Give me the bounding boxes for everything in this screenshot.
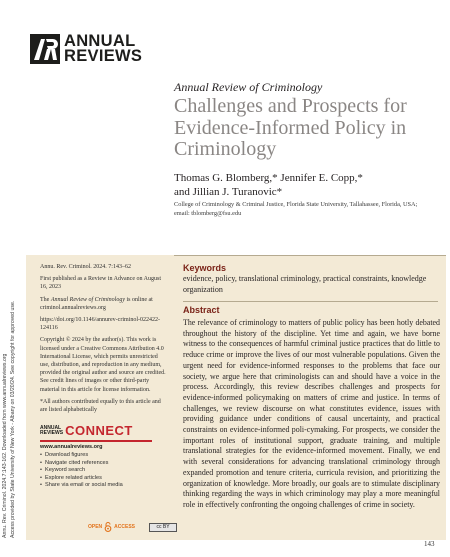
connect-item: • Share via email or social media: [40, 482, 158, 490]
affiliation-line-1: College of Criminology & Criminal Justice, Florida State University, Tallahassee, Florida, USA;: [174, 201, 418, 208]
online-prefix: The: [40, 296, 50, 303]
citation: Annu. Rev. Criminol. 2024. 7:143–62: [40, 264, 131, 270]
download-side-note: [2, 38, 28, 538]
open-lock-icon: [104, 522, 112, 532]
connect-box: [40, 424, 158, 490]
abstract-text: The relevance of criminology to matters of public policy has been hotly debated throughout the history of the discipline. Yet time and again, we have borne witness to the consequences of harmful criminal justice practices that do little to reduce crime or improve the lives of our most vulnerable populations. Given the urgent need for evidence-informed responses to the problems that face our society, we argue here that criminologists can and should have a voice in the process. Accordingly, this review describes challenges and prospects for evidence-informed policymaking on matters of crime and justice. In terms of challenges, we review discourse on what constitutes evidence, issues with providing guidance under conditions of causal uncertainty, and practical constraints on evidence-informed poli-cymaking. For prospects, we consider the important roles of institutional support, graduate training, and multiple translational strategies for the evidence-informed movement. Finally, we end with several considerations for advancing translational criminology through expanded promotion and tenure criteria, curricula revision, and prioritizing the organization of knowledge. More broadly, our goals are to stimulate disciplinary thinking regarding the ways in which criminology may play a more meaningful role in effectively confronting the ongoing challenges of crime in society.: [183, 318, 440, 509]
connect-item: • Download figures: [40, 452, 158, 460]
cc-by-license-icon[interactable]: cc BY: [149, 523, 177, 532]
author-footnote: *All authors contributed equally to this article and are listed alphabetically: [40, 398, 161, 414]
logo-line-2: REVIEWS: [64, 47, 143, 65]
annual-reviews-logo-icon: [30, 34, 60, 64]
connect-brand-line-1: ANNUAL: [40, 424, 62, 431]
keywords-heading: Keywords: [183, 263, 227, 273]
authors-line-1: Thomas G. Blomberg,* Jennifer E. Copp,*: [174, 172, 363, 184]
keywords-text: evidence, policy, translational criminology, practical constraints, knowledge organization: [183, 274, 427, 294]
online-note: [40, 296, 168, 312]
online-suffix[interactable]: is online at criminol.annualreviews.org: [40, 296, 153, 311]
connect-brand-line-2: REVIEWS: [40, 430, 64, 436]
connect-rule: [40, 440, 152, 442]
open-access-left: OPEN: [88, 524, 103, 530]
first-published: First published as a Review in Advance on August 16, 2023: [40, 276, 161, 291]
online-journal: Annual Review of Criminology: [50, 296, 125, 303]
connect-item: • Keyword search: [40, 467, 158, 475]
open-access-right: ACCESS: [114, 524, 136, 530]
band-top-rule: [174, 255, 446, 256]
doi-link[interactable]: https://doi.org/10.1146/annurev-criminol-022422-124116: [40, 317, 160, 332]
authors-line-2: and Jillian J. Turanovic*: [174, 186, 283, 198]
connect-url[interactable]: www.annualreviews.org: [40, 444, 103, 450]
connect-title: CONNECT: [65, 423, 133, 438]
copyright-notice: Copyright © 2024 by the author(s). This work is licensed under a Creative Commons Attribution 4.0 International License, which permits unrestricted use, distribution, and reproduction in any medium, provided the original author and source are credited. See credit lines of images or other third-party material in this article for license information.: [40, 337, 166, 393]
affiliation: [174, 200, 436, 218]
author-list: [174, 171, 436, 199]
connect-item: • Navigate cited references: [40, 460, 158, 468]
journal-name: Annual Review of Criminology: [174, 80, 323, 94]
side-note-line-2: Access provided by State University of New York - Albany on 03/20/24. See copyright for approved use.: [9, 300, 16, 538]
affiliation-email[interactable]: email: tblomberg@fsu.edu: [174, 210, 242, 217]
annual-reviews-logo: [30, 34, 142, 64]
keywords-rule: [183, 301, 438, 302]
connect-features: [40, 452, 158, 490]
logo-line-1: ANNUAL: [64, 32, 136, 50]
side-note-line-1: Annu. Rev. Criminol. 2024.7:143-162. Downloaded from www.annualreviews.org: [2, 353, 8, 538]
abstract-heading: Abstract: [183, 305, 220, 315]
article-metadata: [40, 263, 168, 418]
connect-brand: [40, 426, 63, 437]
connect-item: • Explore related articles: [40, 475, 158, 483]
article-title: Challenges and Prospects for Evidence-Informed Policy in Criminology: [174, 95, 407, 160]
open-access-badge: [88, 522, 135, 532]
page-number: 143: [424, 540, 435, 548]
